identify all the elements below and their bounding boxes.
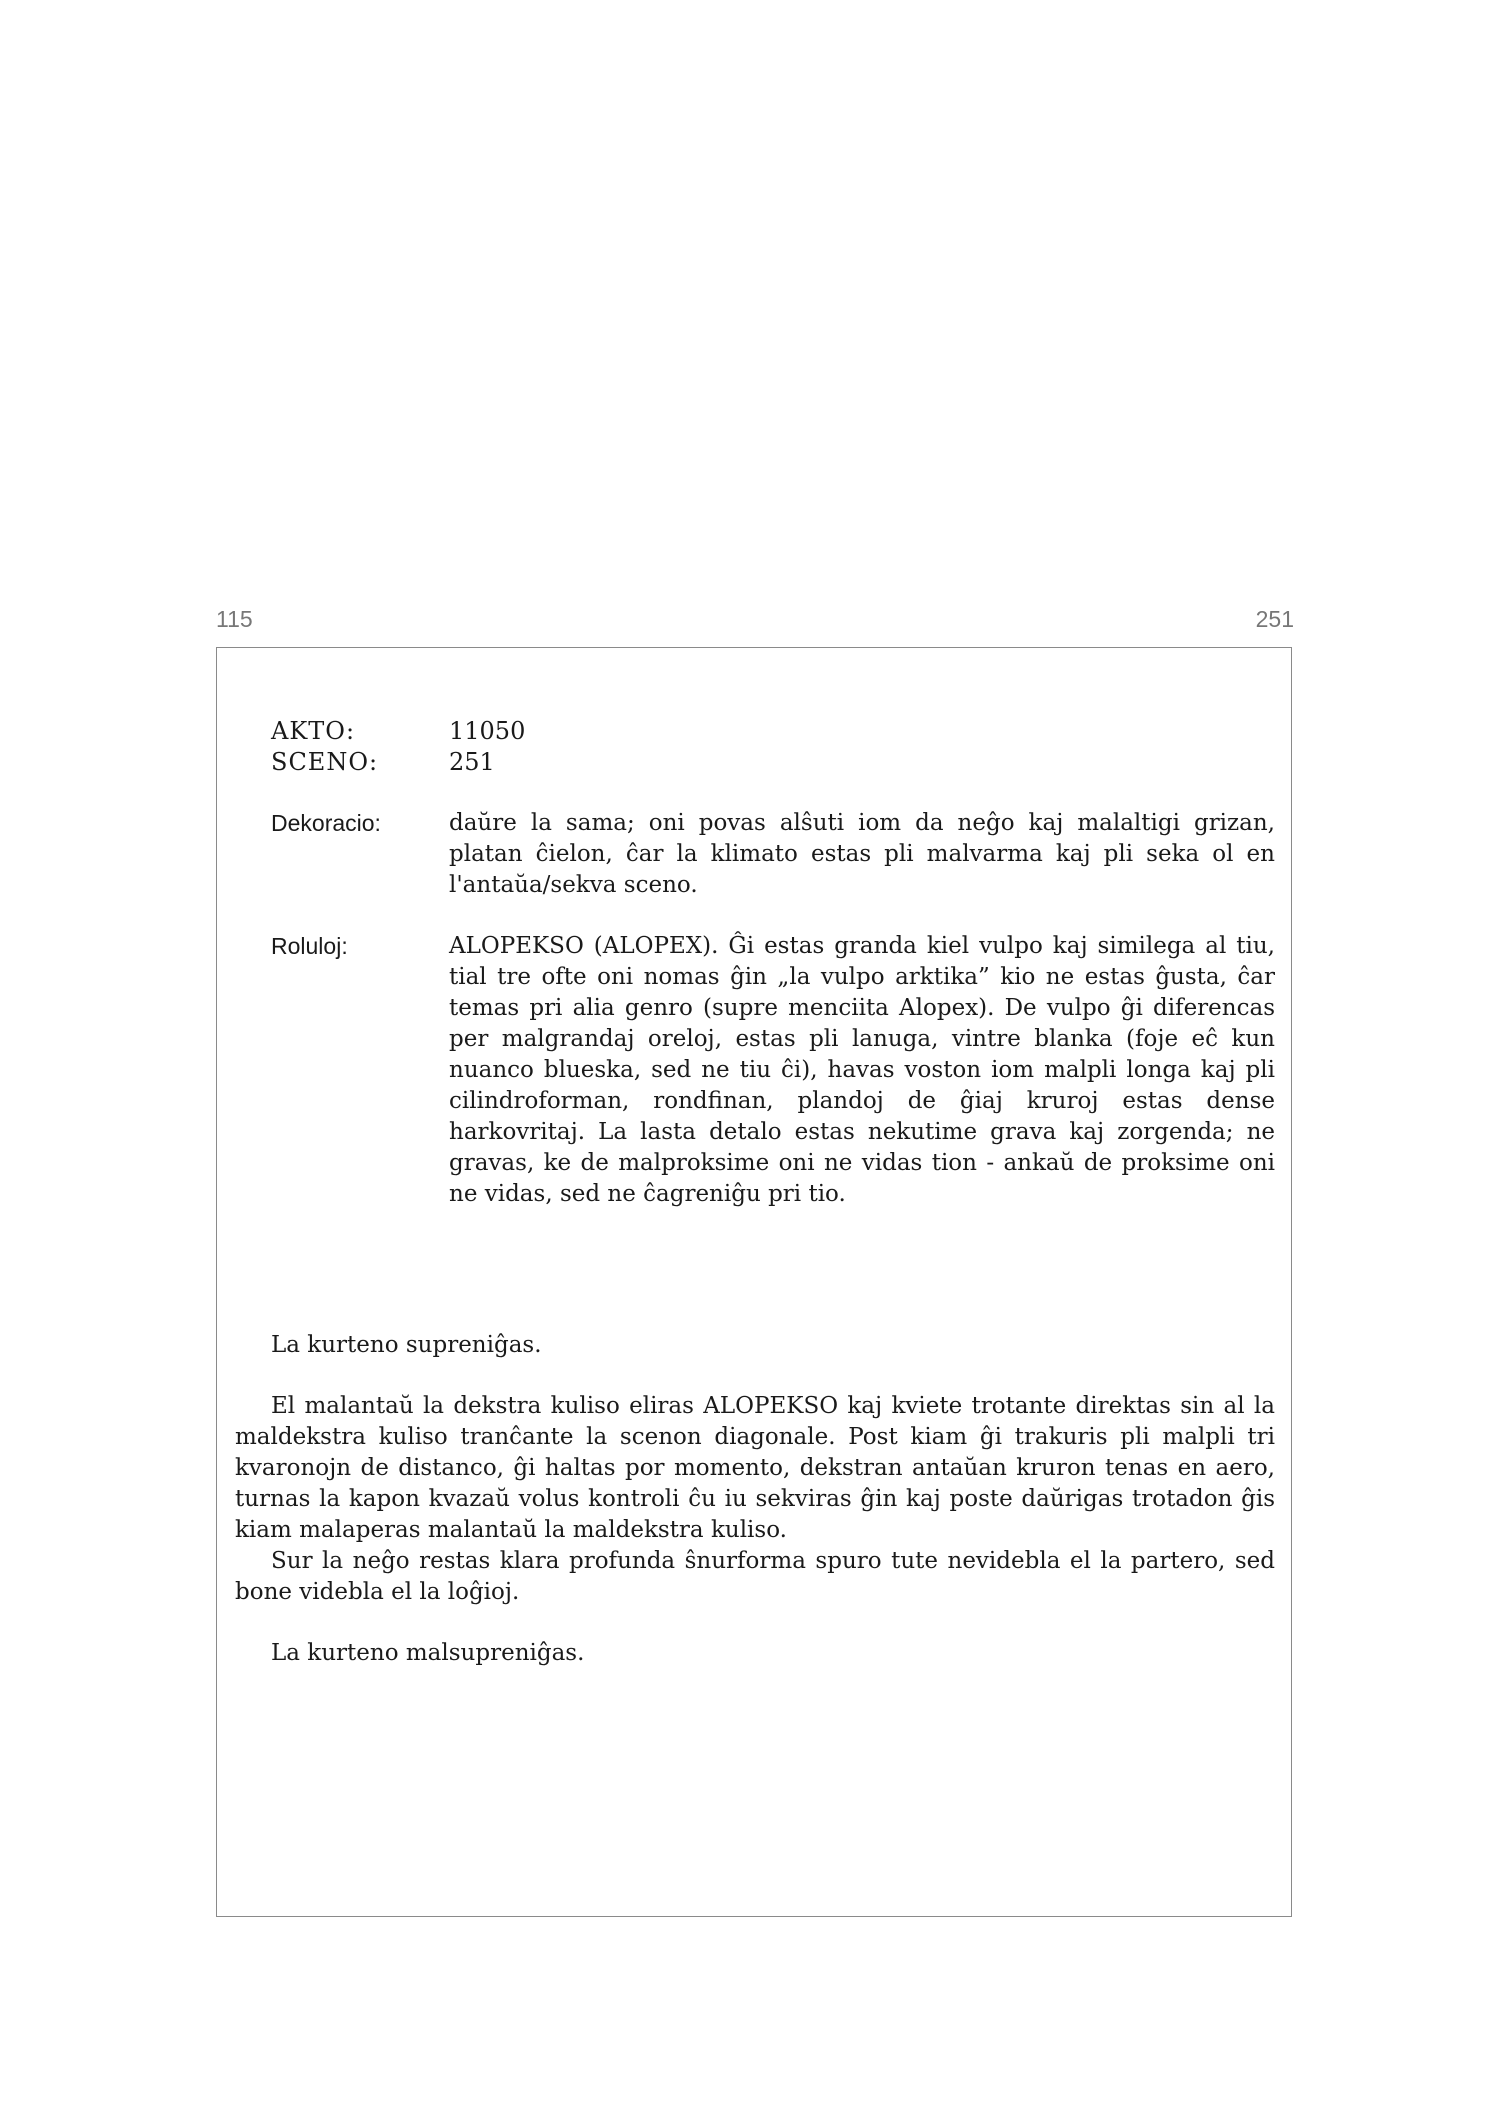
dekoracio-section [235,808,1275,901]
scene-content [235,716,1275,1669]
sceno-value: 251 [449,748,495,776]
roluloj-section [235,931,1275,1210]
akto-label: AKTO: [271,717,356,745]
roluloj-text: ALOPEKSO (ALOPEX). Ĝi estas granda kiel vulpo kaj similega al tiu, tial tre ofte oni nomas ĝin „la vulpo arktika” kio ne estas ĝusta, ĉar temas pri alia genro (supre menciita Alopex). De vulpo ĝi diferencas per malgrandaj oreloj, estas pli lanuga, vintre blanka (foje eĉ kun nuanco blueska, sed ne tiu ĉi), havas voston iom malpli longa kaj pli cilindroforman, rondfinan, plandoj de ĝiaj kruroj estas dense harkovritaj. La lasta detalo estas nekutime grava kaj zorgenda; ne gravas, ke de malproksime oni ne vidas tion - ankaŭ de proksime oni ne vidas, sed ne ĉagreniĝu pri tio. [449,933,1275,1207]
sceno-row [235,747,1275,778]
akto-row [235,716,1275,747]
dekoracio-label: Dekoracio: [271,810,381,836]
curtain-down: La kurteno malsupreniĝas. [271,1640,585,1666]
page-number-left: 115 [216,606,253,632]
page-number-right: 251 [1255,606,1294,632]
dekoracio-text: daŭre la sama; oni povas alŝuti iom da neĝo kaj malaltigi grizan, platan ĉielon, ĉar la klimato estas pli malvarma kaj pli seka ol en l'antaŭa/sekva sceno. [449,810,1275,898]
curtain-up: La kurteno supreniĝas. [271,1332,542,1358]
page-header [216,606,1294,642]
sceno-label: SCENO: [271,748,379,776]
page-frame [216,647,1292,1917]
stage-direction-1: El malantaŭ la dekstra kuliso eliras ALOPEKSO kaj kviete trotante direktas sin al la maldekstra kuliso tranĉante la scenon diagonale. Post kiam ĝi trakuris pli malpli tri kvaronojn de distanco, ĝi haltas por momento, dekstran antaŭan kruron tenas en aero, turnas la kapon kvazaŭ volus kontroli ĉu iu sekviras ĝin kaj poste daŭrigas trotadon ĝis kiam malaperas malantaŭ la maldekstra kuliso. [235,1393,1275,1543]
stage-direction-2: Sur la neĝo restas klara profunda ŝnurforma spuro tute nevidebla el la partero, sed bone videbla el la loĝioj. [235,1548,1275,1605]
roluloj-label: Roluloj: [271,933,348,959]
akto-value: 11050 [449,717,526,745]
